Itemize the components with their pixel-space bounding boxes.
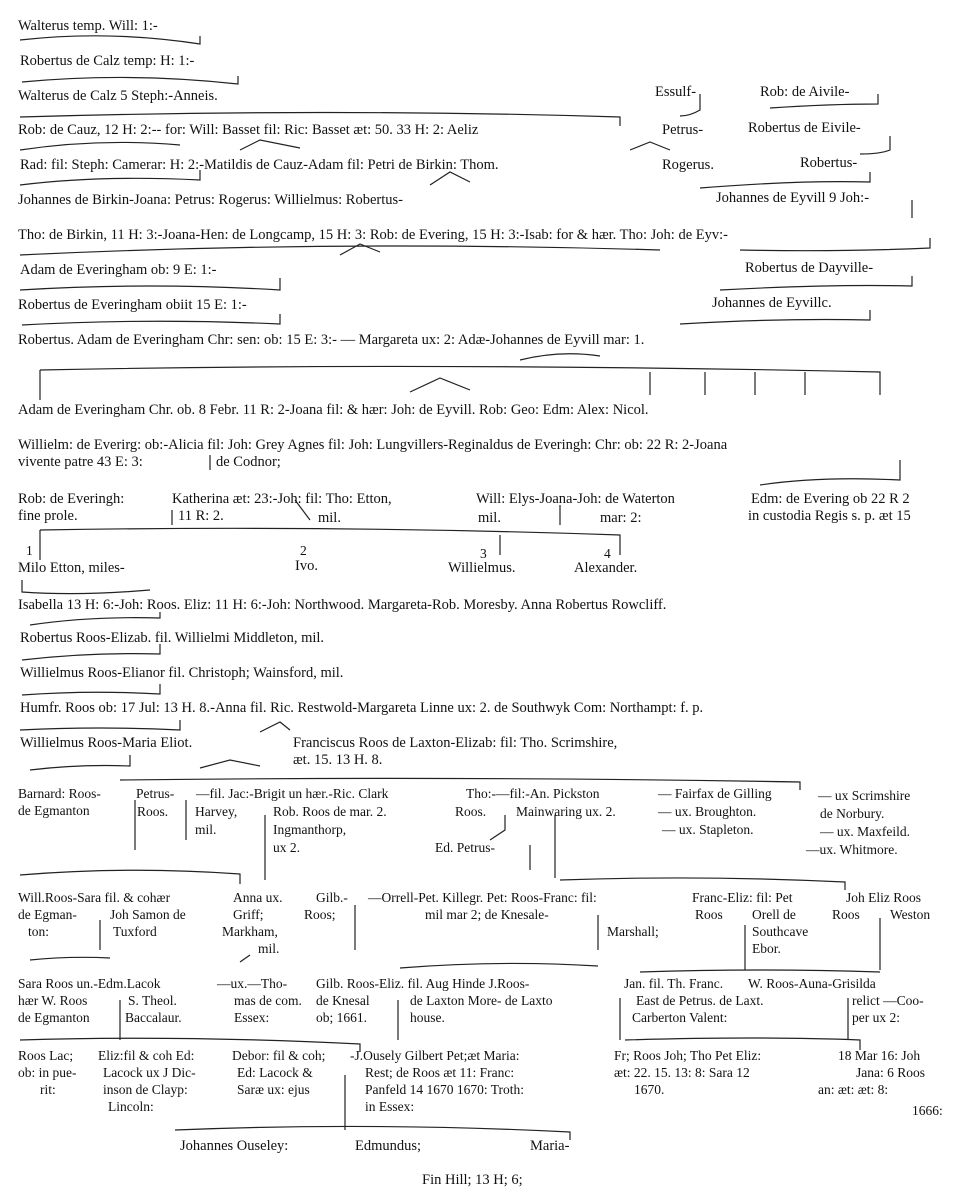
line-vivente: vivente patre 43 E: 3: — [18, 454, 143, 470]
line-rad-fil-steph: Rad: fil: Steph: Camerar: H: 2:-Matildis de Cauz-Adam fil: Petri de Birkin: Thom. — [20, 157, 499, 173]
line-franciscus-roos: Franciscus Roos de Laxton-Elizab: fil: Tho. Scrimshire, — [293, 735, 618, 751]
line-edm-evering: Edm: de Evering ob 22 R 2 — [751, 491, 910, 507]
line-weston: Weston — [890, 907, 931, 922]
line-w-roos-auna: W. Roos-Auna-Grisilda — [748, 976, 876, 991]
line-willielmus-roos: Willielmus Roos-Elianor fil. Christoph; Wainsford, mil. — [20, 665, 344, 681]
line-robertus-adam: Robertus. Adam de Everingham Chr: sen: ob: 15 E: 3:- — Margareta ux: 2: Adæ-Johannes de Eyvill mar: 1. — [18, 332, 645, 348]
line-jana: Jana: 6 Roos — [856, 1065, 925, 1080]
line-lacock-ux: Lacock ux J Dic- — [103, 1065, 196, 1080]
line-rob-roos-mar: Rob. Roos de mar. 2. — [273, 804, 387, 819]
line-ebor: Ebor. — [752, 941, 781, 956]
line-willielm: Willielm: de Everirg: ob:-Alicia fil: Joh: Grey Agnes fil: Joh: Lungvillers-Reginaldus de Everingh: Chr: ob: 22 R: 2-Joana — [18, 437, 728, 453]
line-joh-samon: Joh Samon de — [110, 907, 186, 922]
line-ux-tho: —ux.—Tho- — [217, 976, 288, 991]
line-willielmus: Willielmus. — [448, 560, 516, 576]
line-tuxford: Tuxford — [113, 924, 157, 939]
line-ob-in-pue: ob: in pue- — [18, 1065, 77, 1080]
line-eliz-fil-coh: Eliz:fil & coh Ed: — [98, 1048, 195, 1063]
line-east-de-petrus: East de Petrus. de Laxt. — [636, 993, 764, 1008]
line-mas-de-com: mas de com. — [234, 993, 302, 1008]
line-debor: Debor: fil & coh; — [232, 1048, 326, 1063]
line-harvey: Harvey, — [195, 804, 238, 819]
line-harvey-mil: mil. — [195, 822, 217, 837]
line-johannes-ouseley: Johannes Ouseley: — [180, 1138, 289, 1154]
number-4: 4 — [604, 546, 611, 561]
line-walterus-temp: Walterus temp. Will: 1:- — [18, 18, 158, 34]
line-fairfax: — Fairfax de Gilling — [658, 786, 772, 801]
line-mar-2: mar: 2: — [600, 510, 642, 526]
line-walterus-calz: Walterus de Calz 5 Steph:-Anneis. — [18, 88, 218, 104]
line-willielmus-roos-maria: Willielmus Roos-Maria Eliot. — [20, 735, 193, 751]
line-marshall: Marshall; — [607, 924, 659, 939]
line-robertus-everingham: Robertus de Everingham obiit 15 E: 1:- — [18, 297, 247, 313]
line-1666: 1666: — [912, 1103, 943, 1118]
line-aet-15: æt. 15. 13 H. 8. — [293, 752, 383, 768]
line-essex: Essex: — [234, 1010, 270, 1025]
line-inson: inson de Clayp: — [103, 1082, 188, 1097]
line-ton: ton: — [28, 924, 50, 939]
line-fr-roos: Fr; Roos Joh; Tho Pet Eliz: — [614, 1048, 762, 1063]
line-katherina: Katherina æt: 23:-Joh: fil: Tho: Etton, — [172, 491, 392, 507]
line-markham: Markham, — [222, 924, 278, 939]
line-orrell: —Orrell-Pet. Killegr. Pet: Roos-Franc: fil: — [368, 890, 597, 905]
line-ivo: Ivo. — [295, 558, 318, 574]
line-house: house. — [410, 1010, 445, 1025]
line-tho-roos: Roos. — [455, 804, 487, 819]
line-ingmanthorp: Ingmanthorp, — [273, 822, 347, 837]
line-gilb-roos: Roos; — [304, 907, 336, 922]
line-isabella: Isabella 13 H: 6:-Joh: Roos. Eliz: 11 H: 6:-Joh: Northwood. Margareta-Rob. Moresby. Anna Robertus Rowcliff. — [18, 597, 667, 613]
line-robertus-calz: Robertus de Calz temp: H: 1:- — [20, 53, 195, 69]
line-lincoln: Lincoln: — [108, 1099, 154, 1114]
line-markham-mil: mil. — [258, 941, 280, 956]
line-adam-chr: Adam de Everingham Chr. ob. 8 Febr. 11 R: 2-Joana fil: & hær: Joh: de Eyvill. Rob: Geo: Edm: Alex: Nicol. — [18, 402, 649, 418]
line-rob-aivile: Rob: de Aivile- — [760, 84, 850, 100]
line-jan-fil: Jan. fil. Th. Franc. — [624, 976, 724, 991]
line-rit: rit: — [40, 1082, 56, 1097]
line-maria: Maria- — [530, 1138, 570, 1154]
line-mil-2: mil. — [478, 510, 501, 526]
line-rob-everingh: Rob: de Everingh: — [18, 491, 125, 507]
line-ed-lacock: Ed: Lacock & — [237, 1065, 313, 1080]
line-roos-lac: Roos Lac; — [18, 1048, 74, 1063]
line-ob-1661: ob; 1661. — [316, 1010, 368, 1025]
line-per-ux: per ux 2: — [852, 1010, 900, 1025]
line-laxton-more: de Laxton More- de Laxto — [410, 993, 553, 1008]
line-11-r-2: 11 R: 2. — [178, 508, 224, 524]
line-aet-22: æt: 22. 15. 13: 8: Sara 12 — [614, 1065, 750, 1080]
line-gilb-roos-eliz: Gilb. Roos-Eliz. fil. Aug Hinde J.Roos- — [316, 976, 530, 991]
line-barnard-2: de Egmanton — [18, 803, 90, 818]
line-in-essex: in Essex: — [365, 1099, 415, 1114]
line-fil-jac: —fil. Jac:-Brigit un hær.-Ric. Clark — [196, 786, 389, 801]
line-rogerus: Rogerus. — [662, 157, 714, 173]
line-robertus-roos: Robertus Roos-Elizab. fil. Willielmi Middleton, mil. — [20, 630, 325, 646]
line-de-knesal: de Knesal — [316, 993, 370, 1008]
line-fine-prole: fine prole. — [18, 508, 78, 524]
line-rob-cauz: Rob: de Cauz, 12 H: 2:-- for: Will: Basset fil: Ric: Basset æt: 50. 33 H: 2: Aeliz — [18, 122, 479, 138]
line-codnor: de Codnor; — [216, 454, 281, 470]
line-sara-roos: Sara Roos un.-Edm.Lacok — [18, 976, 161, 991]
line-ux-2: ux 2. — [273, 840, 300, 855]
line-johannes-eyvillc: Johannes de Eyvillc. — [712, 295, 832, 311]
line-griff: Griff; — [233, 907, 264, 922]
line-essulf: Essulf- — [655, 84, 697, 100]
line-j-ousely: -J.Ousely Gilbert Pet;æt Maria: — [350, 1048, 520, 1063]
line-petrus: Petrus- — [662, 122, 704, 138]
line-1670: 1670. — [634, 1082, 665, 1097]
number-2: 2 — [300, 543, 307, 558]
line-will-elys: Will: Elys-Joana-Joh: de Waterton — [476, 491, 675, 507]
line-milo-etton: Milo Etton, miles- — [18, 560, 125, 576]
line-relict: relict —Coo- — [852, 993, 924, 1008]
line-alexander: Alexander. — [574, 560, 638, 576]
line-joh-eliz-roos: Joh Eliz Roos — [846, 890, 922, 905]
line-broughton: — ux. Broughton. — [658, 804, 757, 819]
line-johannes-eyvill: Johannes de Eyvill 9 Joh:- — [716, 190, 870, 206]
line-mil-1: mil. — [318, 510, 341, 526]
line-adam-everingham: Adam de Everingham ob: 9 E: 1:- — [20, 262, 217, 278]
line-will-roos-sara: Will.Roos-Sara fil. & cohær — [18, 890, 171, 905]
line-de-egman: de Egman- — [18, 907, 77, 922]
line-norbury: de Norbury. — [820, 806, 885, 821]
line-barnard: Barnard: Roos- — [18, 786, 101, 801]
line-haer-w-roos: hær W. Roos — [18, 993, 88, 1008]
line-custodia: in custodia Regis s. p. æt 15 — [748, 508, 911, 524]
line-18-mar: 18 Mar 16: Joh — [838, 1048, 921, 1063]
number-3: 3 — [480, 546, 487, 561]
line-panfeld: Panfeld 14 1670 1670: Troth: — [365, 1082, 525, 1097]
line-edmundus: Edmundus; — [355, 1138, 422, 1154]
line-petrus-roos: Petrus- — [136, 786, 175, 801]
line-robertus-dayville: Robertus de Dayville- — [745, 260, 874, 276]
line-anna-ux: Anna ux. — [233, 890, 283, 905]
line-robertus-eivile: Robertus de Eivile- — [748, 120, 861, 136]
line-tho-birkin: Tho: de Birkin, 11 H: 3:-Joana-Hen: de Longcamp, 15 H: 3: Rob: de Evering, 15 H: 3:-Isab: for & hær. Tho: Joh: de Eyv:- — [18, 227, 728, 243]
line-an-aet: an: æt: æt: 8: — [818, 1082, 889, 1097]
footer-fin-hill: Fin Hill; 13 H; 6; — [422, 1172, 523, 1188]
line-orell: Orell de — [752, 907, 796, 922]
number-1: 1 — [26, 543, 33, 558]
line-southcave: Southcave — [752, 924, 809, 939]
line-ux-scrimshire: — ux Scrimshire — [818, 788, 911, 803]
line-robertus-2: Robertus- — [800, 155, 858, 171]
line-whitmore: —ux. Whitmore. — [806, 842, 898, 857]
line-stapleton: — ux. Stapleton. — [662, 822, 754, 837]
line-johannes-birkin: Johannes de Birkin-Joana: Petrus: Rogerus: Willielmus: Robertus- — [18, 192, 403, 208]
line-s-theol: S. Theol. — [128, 993, 177, 1008]
line-gilb: Gilb.- — [316, 890, 348, 905]
line-humfr-roos: Humfr. Roos ob: 17 Jul: 13 H. 8.-Anna fil. Ric. Restwold-Margareta Linne ux: 2. de Southwyk Com: Northampt: f. p. — [20, 700, 704, 716]
line-sarae-ux: Saræ ux: ejus — [237, 1082, 310, 1097]
line-maxfeild: — ux. Maxfeild. — [820, 824, 910, 839]
line-ed-petrus: Ed. Petrus- — [435, 840, 495, 855]
line-petrus-roos-2: Roos. — [137, 804, 169, 819]
line-mil-mar: mil mar 2; de Knesale- — [425, 907, 549, 922]
line-franc-eliz: Franc-Eliz: fil: Pet — [692, 890, 793, 905]
line-baccalaur: Baccalaur. — [125, 1010, 182, 1025]
line-mainwaring: Mainwaring ux. 2. — [516, 804, 616, 819]
line-rest-de-roos: Rest; de Roos æt 11: Franc: — [365, 1065, 515, 1080]
line-de-egmanton: de Egmanton — [18, 1010, 90, 1025]
line-franc-roos: Roos — [695, 907, 723, 922]
line-tho-pickston: Tho:-—fil:-An. Pickston — [466, 786, 600, 801]
line-joh-roos: Roos — [832, 907, 860, 922]
line-carberton: Carberton Valent: — [632, 1010, 728, 1025]
